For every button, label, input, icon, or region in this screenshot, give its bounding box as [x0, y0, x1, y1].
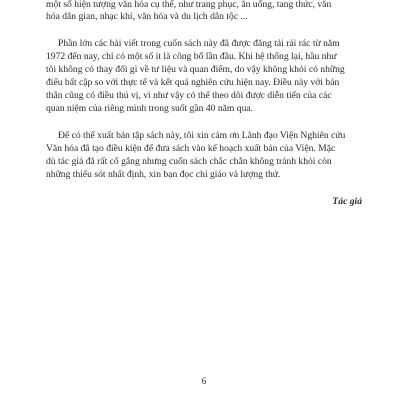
text-line: Văn hóa đã tạo điều kiện để đưa sách vào kế hoạch xuất bản của Viện. Mặc	[46, 143, 336, 154]
text-line: Phần lớn các bài viết trong cuốn sách này đã được đăng tải rải rác từ năm	[58, 38, 340, 49]
text-line: hóa dân gian, nhạc khí, văn hóa và du lịch dân tộc ...	[46, 11, 248, 22]
text-line: tôi không có thay đổi gì về tư liệu và quan điểm, do vậy không khỏi có những	[46, 64, 345, 75]
text-line: quan niệm của riêng mình trong suốt gần 40 năm qua.	[46, 103, 254, 114]
text-line: điểu bất cập so với thực tế và kết quả nghiên cứu hiện nay. Điều này với bản	[46, 77, 340, 88]
text-line: những thiếu sót nhất định, xin bạn đọc chỉ giáo và lượng thứ.	[46, 169, 281, 180]
book-page	[46, 0, 362, 400]
text-line: dù tác giả đã rất cố gắng nhưng cuốn sách chắc chắn không tránh khỏi còn	[46, 156, 332, 167]
page-number: 6	[201, 376, 207, 386]
text-line: một số hiện tượng văn hóa cụ thể, như trang phục, ăn uống, tang thức, văn	[46, 0, 332, 10]
text-line: 1972 đến nay, chỉ có một số ít là công bố lần đầu. Khi hệ thống lại, hầu như	[46, 51, 337, 62]
text-line: Để có thể xuất bản tập sách này, tôi xin cảm ơn Lãnh đạo Viện Nghiên cứu	[58, 130, 346, 141]
text-line: thân cũng có điều thú vị, vì như vậy có thể theo dõi được diễn tiến của các	[46, 90, 332, 101]
author-signature: Tác giả	[332, 196, 362, 207]
